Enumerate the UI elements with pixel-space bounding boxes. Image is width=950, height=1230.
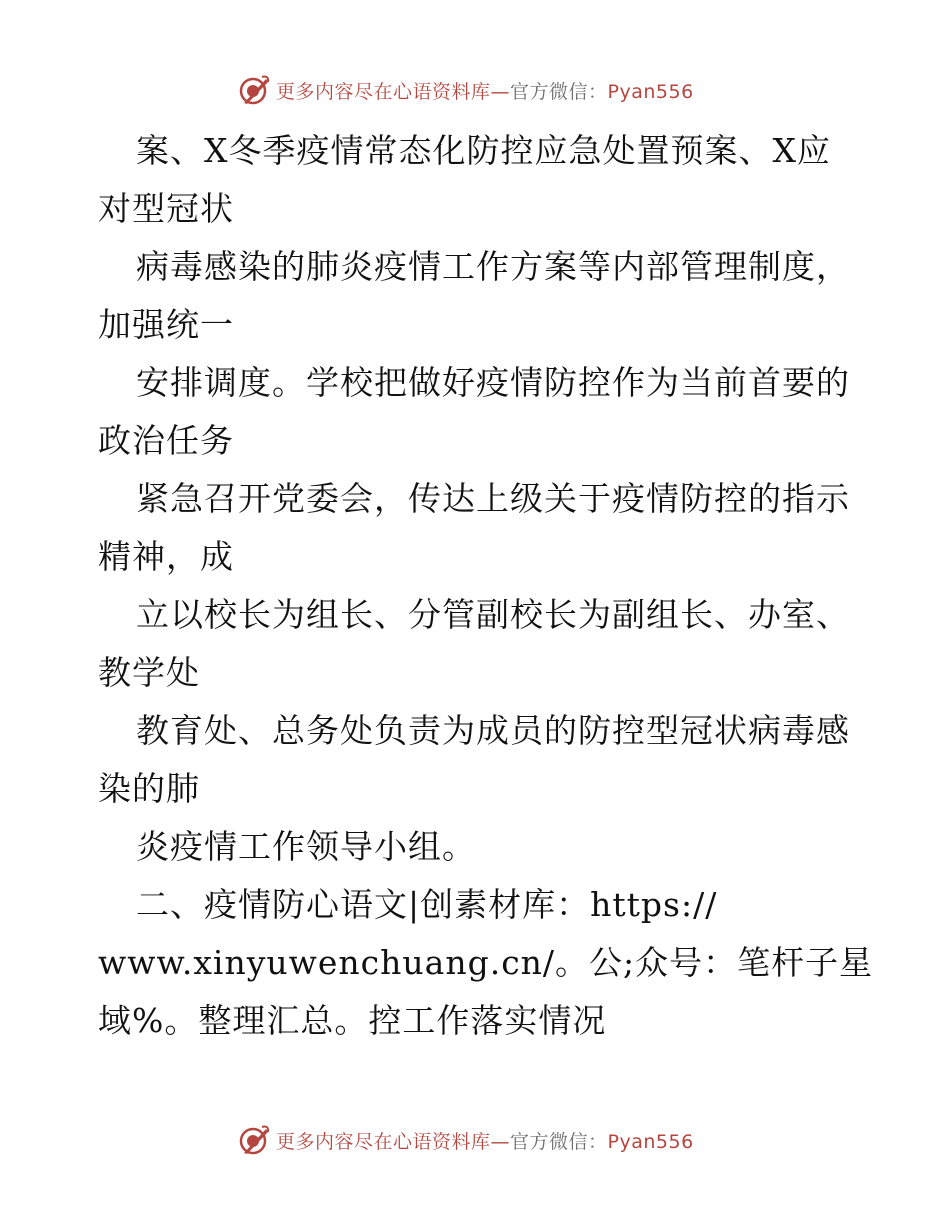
banner-wechat-label: 官方微信： <box>510 80 608 103</box>
quill-seal-icon <box>236 1123 270 1157</box>
quill-seal-icon <box>236 73 270 107</box>
banner-text <box>276 77 694 104</box>
text-line: 案、X冬季疫情常态化防控应急处置预案、X应 <box>136 131 831 170</box>
text-line: 教育处、总务处负责为成员的防控型冠状病毒感 <box>136 711 850 750</box>
text-line: 政治任务 <box>98 421 234 460</box>
banner-wechat-id: Pyan556 <box>607 1130 694 1153</box>
text-line: 安排调度。学校把做好疫情防控作为当前首要的 <box>136 363 850 402</box>
banner-separator: — <box>490 1130 511 1153</box>
text-line: 域%。整理汇总。控工作落实情况 <box>98 1001 607 1040</box>
header-banner <box>0 70 950 110</box>
text-line: 炎疫情工作领导小组。 <box>136 827 476 866</box>
text-line: 对型冠状 <box>98 189 234 228</box>
text-line: 紧急召开党委会，传达上级关于疫情防控的指示 <box>136 479 850 518</box>
text-line: 病毒感染的肺炎疫情工作方案等内部管理制度， <box>136 247 850 286</box>
document-body <box>98 122 874 1050</box>
text-line: 精神，成 <box>98 537 234 576</box>
text-line: www.xinyuwenchuang.cn/。公;众号：笔杆子星 <box>98 943 874 982</box>
banner-site-name: 更多内容尽在心语资料库 <box>276 80 491 103</box>
banner-content <box>236 72 694 108</box>
banner-text <box>276 1127 694 1154</box>
banner-content <box>236 1122 694 1158</box>
text-line: 染的肺 <box>98 769 200 808</box>
text-line: 教学处 <box>98 653 200 692</box>
banner-site-name: 更多内容尽在心语资料库 <box>276 1130 491 1153</box>
text-line: 立以校长为组长、分管副校长为副组长、办室、 <box>136 595 850 634</box>
banner-wechat-label: 官方微信： <box>510 1130 608 1153</box>
footer-banner <box>0 1120 950 1160</box>
text-line: 加强统一 <box>98 305 234 344</box>
banner-separator: — <box>490 80 511 103</box>
banner-wechat-id: Pyan556 <box>607 80 694 103</box>
text-line: 二、疫情防心语文|创素材库：https:// <box>136 885 718 924</box>
